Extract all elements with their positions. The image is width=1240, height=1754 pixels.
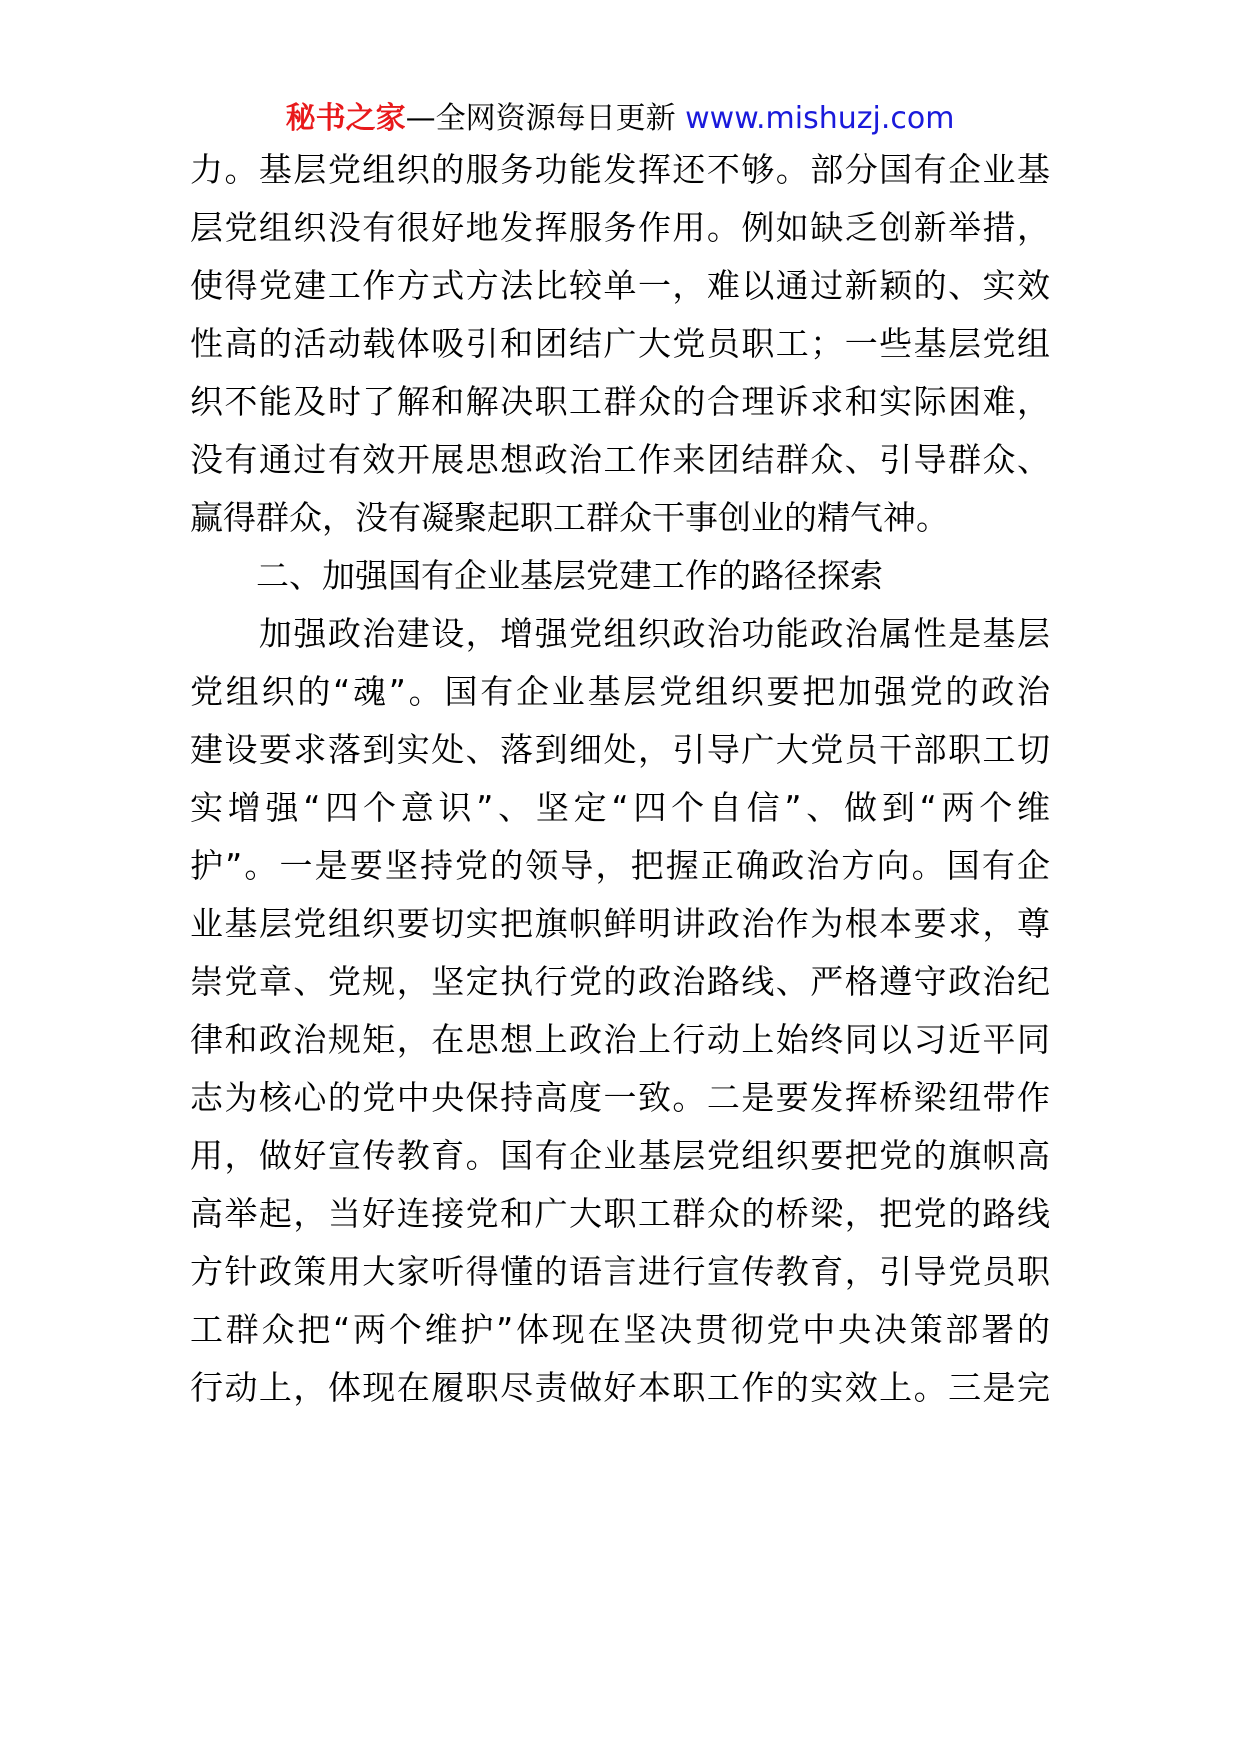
brand-name: 秘书之家 <box>285 101 406 136</box>
body-line: 性高的活动载体吸引和团结广大党员职工；一些基层党组 <box>190 324 1050 363</box>
body-line: 赢得群众，没有凝聚起职工群众干事创业的精气神。 <box>190 498 949 537</box>
body-line: 业基层党组织要切实把旗帜鲜明讲政治作为根本要求，尊 <box>190 904 1050 943</box>
body-line: 高举起，当好连接党和广大职工群众的桥梁，把党的路线 <box>190 1194 1050 1233</box>
body-line: 律和政治规矩，在思想上政治上行动上始终同以习近平同 <box>190 1020 1050 1059</box>
body-line: 力。基层党组织的服务功能发挥还不够。部分国有企业基 <box>190 150 1050 189</box>
site-header <box>0 94 1240 144</box>
body-line: 建设要求落到实处、落到细处，引导广大党员干部职工切 <box>190 730 1050 769</box>
header-tagline: —全网资源每日更新 <box>405 101 676 136</box>
body-line: 用，做好宣传教育。国有企业基层党组织要把党的旗帜高 <box>190 1136 1050 1175</box>
body-line: 实增强“四个意识”、坚定“四个自信”、做到“两个维 <box>190 788 1050 827</box>
body-line: 护”。一是要坚持党的领导，把握正确政治方向。国有企 <box>190 846 1050 885</box>
body-line: 行动上，体现在履职尽责做好本职工作的实效上。三是完 <box>190 1368 1050 1407</box>
section-heading: 二、加强国有企业基层党建工作的路径探索 <box>190 556 883 595</box>
site-url[interactable]: www.mishuzj.com <box>685 101 955 136</box>
body-line: 志为核心的党中央保持高度一致。二是要发挥桥梁纽带作 <box>190 1078 1050 1117</box>
body-line: 加强政治建设，增强党组织政治功能政治属性是基层 <box>190 614 1050 653</box>
body-line: 使得党建工作方式方法比较单一，难以通过新颖的、实效 <box>190 266 1050 305</box>
body-line: 没有通过有效开展思想政治工作来团结群众、引导群众、 <box>190 440 1050 479</box>
body-line: 织不能及时了解和解决职工群众的合理诉求和实际困难， <box>190 382 1050 421</box>
body-line: 方针政策用大家听得懂的语言进行宣传教育，引导党员职 <box>190 1252 1050 1291</box>
body-line: 工群众把“两个维护”体现在坚决贯彻党中央决策部署的 <box>190 1310 1050 1349</box>
body-line: 党组织的“魂”。国有企业基层党组织要把加强党的政治 <box>190 672 1050 711</box>
body-line: 层党组织没有很好地发挥服务作用。例如缺乏创新举措， <box>190 208 1050 247</box>
body-line: 崇党章、党规，坚定执行党的政治路线、严格遵守政治纪 <box>190 962 1050 1001</box>
